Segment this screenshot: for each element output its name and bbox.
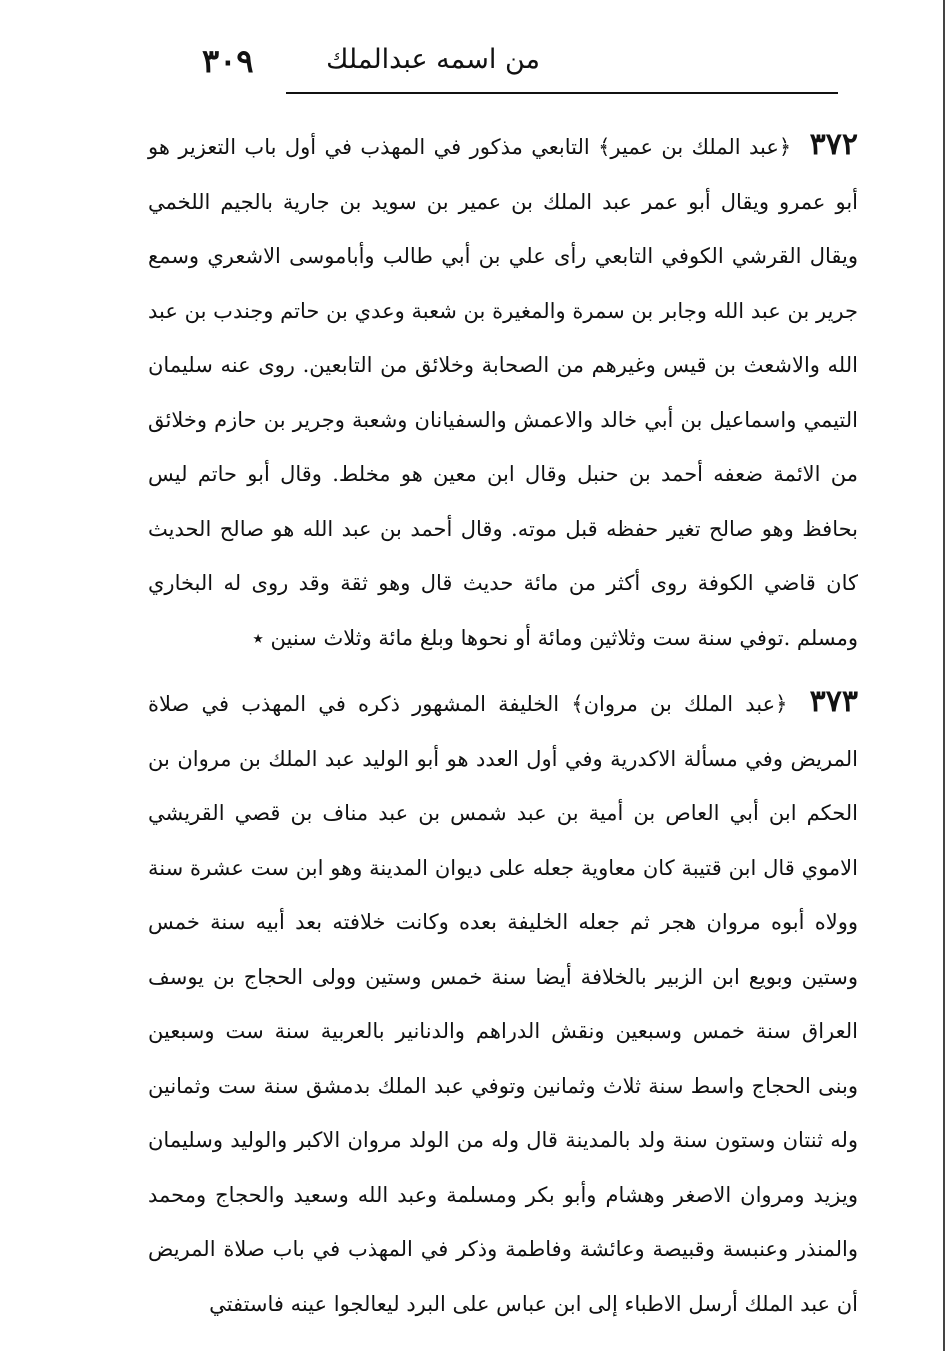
page-number: ٣٠٩: [202, 42, 254, 80]
entry-number: ٣٧٢: [809, 127, 858, 162]
entry-text: التابعي مذكور في المهذب في أول باب التعزير هو أبو عمرو ويقال أبو عمر عبد الملك بن عمير بن سويد بن جارية بالجيم اللخمي ويقال القرشي الكوفي التابعي رأى علي بن أبي طالب وأباموسى الاشعري وسمع جرير بن عبد الله وجابر بن سمرة والمغيرة بن شعبة وعدي بن حاتم وجندب بن عبد الله والاشعث بن قيس وغيرهم من الصحابة وخلائق من التابعين. روى عنه سليمان التيمي واسماعيل بن أبي خالد والاعمش والسفيانان وشعبة وجرير بن حازم وخلائق من الائمة ضعفه أحمد بن حنبل وقال ابن معين هو مخلط. وقال أبو حاتم ليس بحافظ وهو صالح تغير حفظه قبل موته. وقال أحمد بن عبد الله هو صالح الحديث كان قاضي الكوفة روى أكثر من مائة حديث قال وهو ثقة وقد روى له البخاري ومسلم .توفي سنة ست وثلاثين ومائة أو نحوها وبلغ مائة وثلاث سنين ٭: [148, 135, 858, 650]
running-title: من اسمه عبدالملك: [326, 44, 540, 75]
entry-name: ﴿عبد الملك بن مروان﴾: [571, 692, 788, 716]
header-rule: [286, 92, 838, 94]
page-body: [148, 118, 858, 1331]
entry-372: [148, 118, 858, 665]
entry-name: ﴿عبد الملك بن عمير﴾: [598, 135, 792, 159]
scan-edge: [943, 0, 945, 1351]
entry-373: [148, 675, 858, 1331]
entry-text: الخليفة المشهور ذكره في المهذب في صلاة المريض وفي مسألة الاكدرية وفي أول العدد هو أبو الوليد عبد الملك بن مروان بن الحكم ابن أبي العاص بن أمية بن عبد شمس بن عبد مناف بن قصي القريشي الاموي قال ابن قتيبة كان معاوية جعله على ديوان المدينة وهو ابن ست عشرة سنة وولاه أبوه مروان هجر ثم جعله الخليفة بعده وكانت خلافته بعد أبيه سنة خمس وستين وبويع ابن الزبير بالخلافة أيضا سنة خمس وستين وولى الحجاج بن يوسف العراق سنة خمس وسبعين ونقش الدراهم والدنانير بالعربية سنة ست وسبعين وبنى الحجاج واسط سنة ثلاث وثمانين وتوفي عبد الملك بدمشق سنة ست وثمانين وله ثنتان وستون سنة ولد بالمدينة قال وله من الولد مروان الاكبر والوليد وسليمان ويزيد ومروان الاصغر وهشام وأبو بكر ومسلمة وعبد الله وسعيد والحجاج ومحمد والمنذر وعنبسة وقبيصة وعائشة وفاطمة وذكر في المهذب في باب صلاة المريض أن عبد الملك أرسل الاطباء إلى ابن عباس على البرد ليعالجوا عينه فاستفتي: [148, 692, 858, 1316]
entry-number: ٣٧٣: [809, 684, 858, 719]
page-header: [200, 42, 540, 90]
